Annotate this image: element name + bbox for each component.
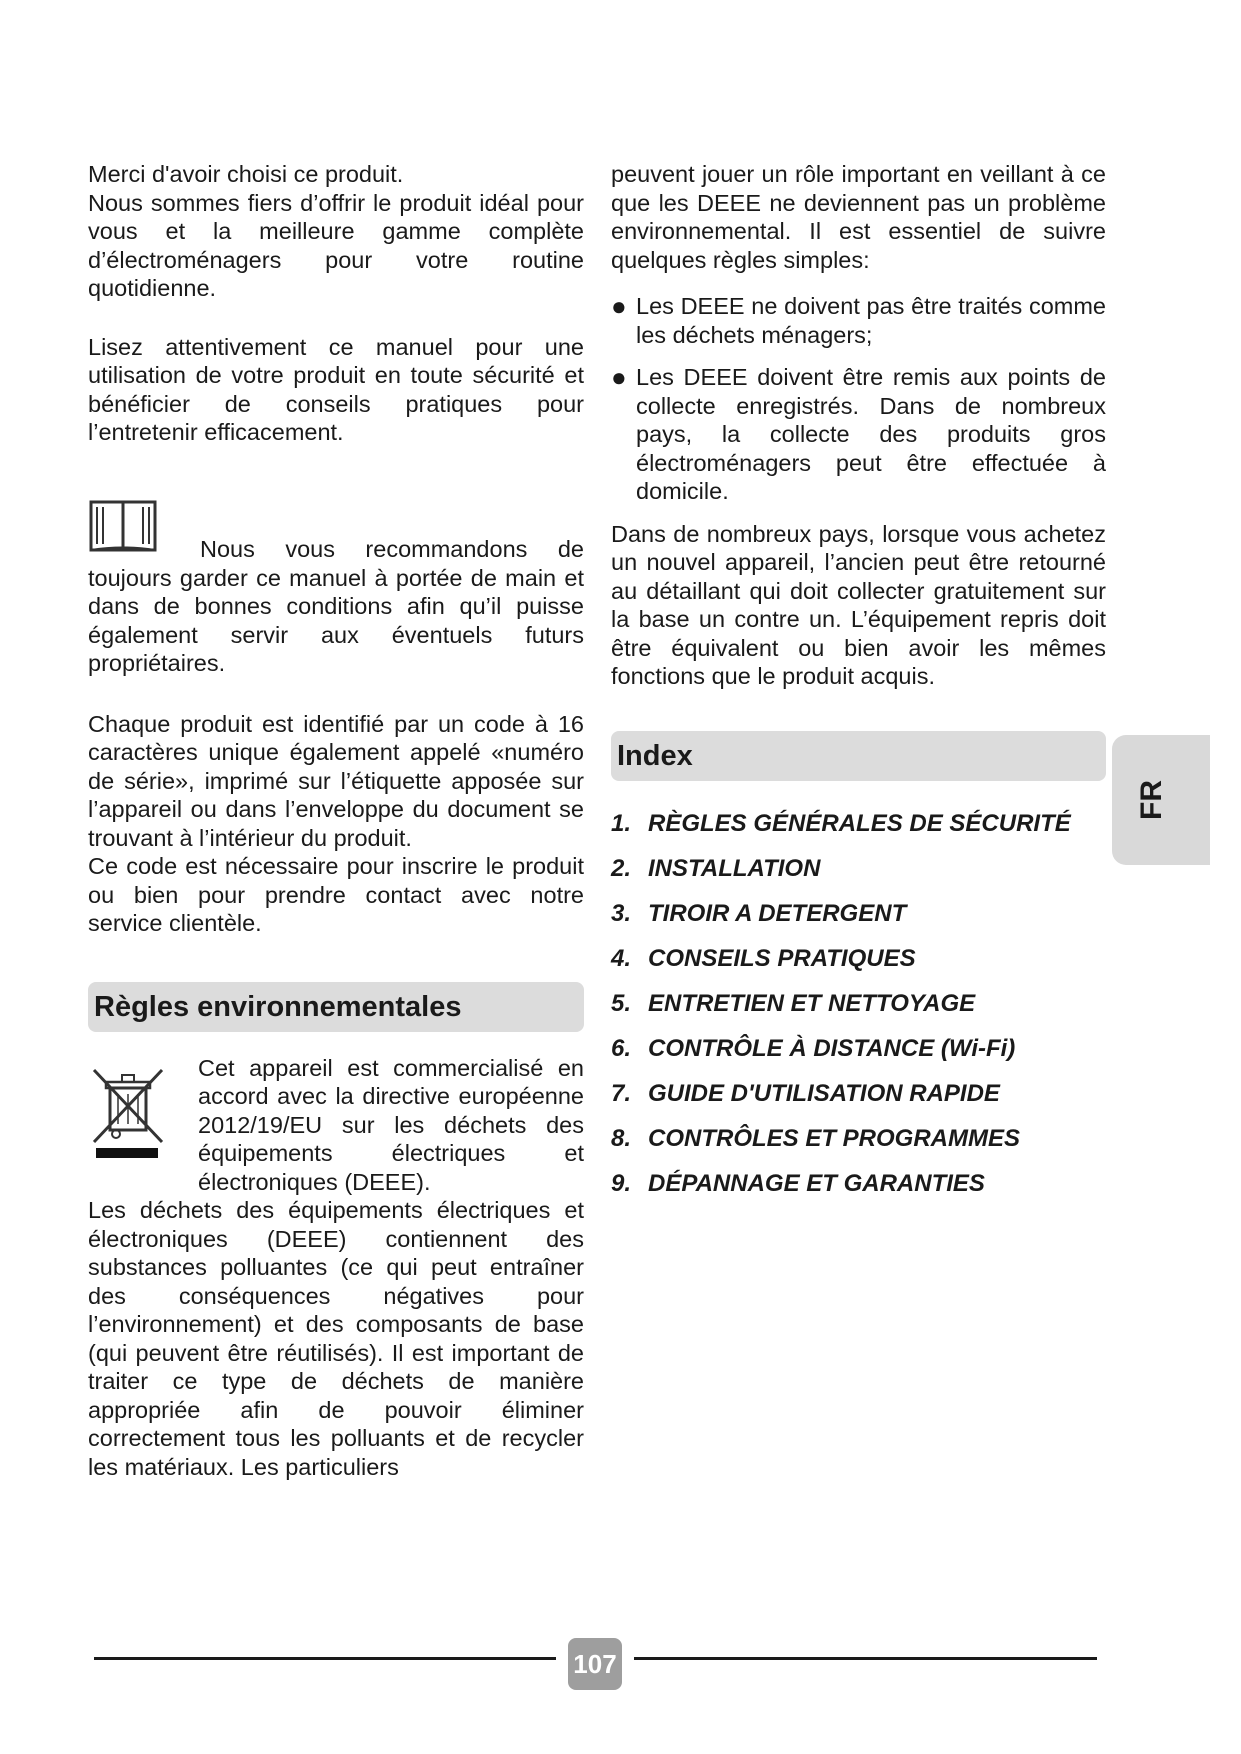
return-old-appliance: Dans de nombreux pays, lorsque vous achetez un nouvel appareil, l’ancien peut être retourné au détaillant qui doit collecter gratuitement sur la base un contre un. L’équipement repris doit être équivalent ou bien avoir les mêmes fonctions que le produit acquis. bbox=[611, 520, 1106, 689]
intro-proud: Nous sommes fiers d’offrir le produit idéal pour vous et la meilleure gamme complète d’électroménagers pour votre routine quotidienne. bbox=[88, 189, 584, 301]
index-item-detergent-drawer[interactable]: 3. TIROIR A DETERGENT bbox=[611, 899, 907, 927]
language-tab[interactable] bbox=[1112, 735, 1210, 865]
weee-rule-1 bbox=[611, 292, 1106, 349]
footer-rule-left bbox=[94, 1657, 556, 1660]
open-book-icon bbox=[88, 499, 188, 562]
index-list bbox=[611, 801, 1106, 1206]
environment-heading: Règles environnementales bbox=[88, 982, 584, 1032]
index-item-troubleshooting[interactable]: 9. DÉPANNAGE ET GARANTIES bbox=[611, 1169, 985, 1197]
weee-continued: peuvent jouer un rôle important en veillant à ce que les DEEE ne deviennent pas un problème environnemental. Il est essentiel de suivre quelques règles simples: bbox=[611, 161, 1106, 273]
index-item-quick-guide[interactable]: 7. GUIDE D'UTILISATION RAPIDE bbox=[611, 1079, 1000, 1107]
language-label: FR bbox=[1135, 780, 1168, 820]
weee-body: Les déchets des équipements électriques et électroniques (DEEE) contiennent des substances polluantes (ce qui peut entraîner des conséquences négatives pour l’environnement) et des composants de base (qui peuvent être réutilisés). Il est important de traiter ce type de déchets de manière appropriée afin de pouvoir éliminer correctement tous les polluants et de recycler les matériaux. Les particuliers bbox=[88, 1197, 584, 1480]
serial-number-usage: Ce code est nécessaire pour inscrire le produit ou bien pour prendre contact avec notre service clientèle. bbox=[88, 853, 584, 936]
index-item-maintenance[interactable]: 5. ENTRETIEN ET NETTOYAGE bbox=[611, 989, 976, 1017]
weee-directive-block bbox=[88, 1054, 584, 1197]
bullet-text: Les DEEE ne doivent pas être traités comme les déchets ménagers; bbox=[636, 293, 1106, 348]
intro-thanks: Merci d'avoir choisi ce produit. bbox=[88, 161, 404, 187]
manual-keep-block bbox=[88, 499, 584, 678]
right-column bbox=[611, 160, 1106, 1206]
crossed-bin-icon bbox=[88, 1054, 198, 1167]
serial-number-info: Chaque produit est identifié par un code à 16 caractères unique également appelé «numéro de série», imprimé sur l’étiquette apposée sur l’appareil ou dans l’enveloppe du document se trouvant à l’intérieur du produit. bbox=[88, 710, 584, 851]
weee-rule-2 bbox=[611, 363, 1106, 506]
bullet-icon: ● bbox=[611, 362, 627, 392]
index-item-safety[interactable]: 1. RÈGLES GÉNÉRALES DE SÉCURITÉ bbox=[611, 809, 1071, 837]
index-item-practical-tips[interactable]: 4. CONSEILS PRATIQUES bbox=[611, 944, 916, 972]
intro-read-manual: Lisez attentivement ce manuel pour une utilisation de votre produit en toute sécurité et bénéficier de conseils pratiques pour l’entretenir efficacement. bbox=[88, 333, 584, 445]
index-item-controls-programs[interactable]: 8. CONTRÔLES ET PROGRAMMES bbox=[611, 1124, 1021, 1152]
page-number-badge: 107 bbox=[568, 1638, 622, 1690]
index-item-installation[interactable]: 2. INSTALLATION bbox=[611, 854, 821, 882]
bullet-icon: ● bbox=[611, 291, 627, 321]
index-heading: Index bbox=[611, 731, 1106, 781]
index-item-remote-control[interactable]: 6. CONTRÔLE À DISTANCE (Wi-Fi) bbox=[611, 1034, 1016, 1062]
weee-directive-text: Cet appareil est commercialisé en accord avec la directive européenne 2012/19/EU sur les déchets des équipements électriques et électroniques (DEEE). bbox=[198, 1054, 584, 1195]
left-column bbox=[88, 160, 584, 1481]
manual-keep-text: Nous vous recommandons de toujours garder ce manuel à portée de main et dans de bonnes conditions afin qu’il puisse également servir aux éventuels futurs propriétaires. bbox=[88, 536, 584, 676]
bullet-text: Les DEEE doivent être remis aux points de collecte enregistrés. Dans de nombreux pays, la collecte des produits gros électroménagers peut être effectuée à domicile. bbox=[636, 364, 1106, 504]
footer-rule-right bbox=[634, 1657, 1097, 1660]
